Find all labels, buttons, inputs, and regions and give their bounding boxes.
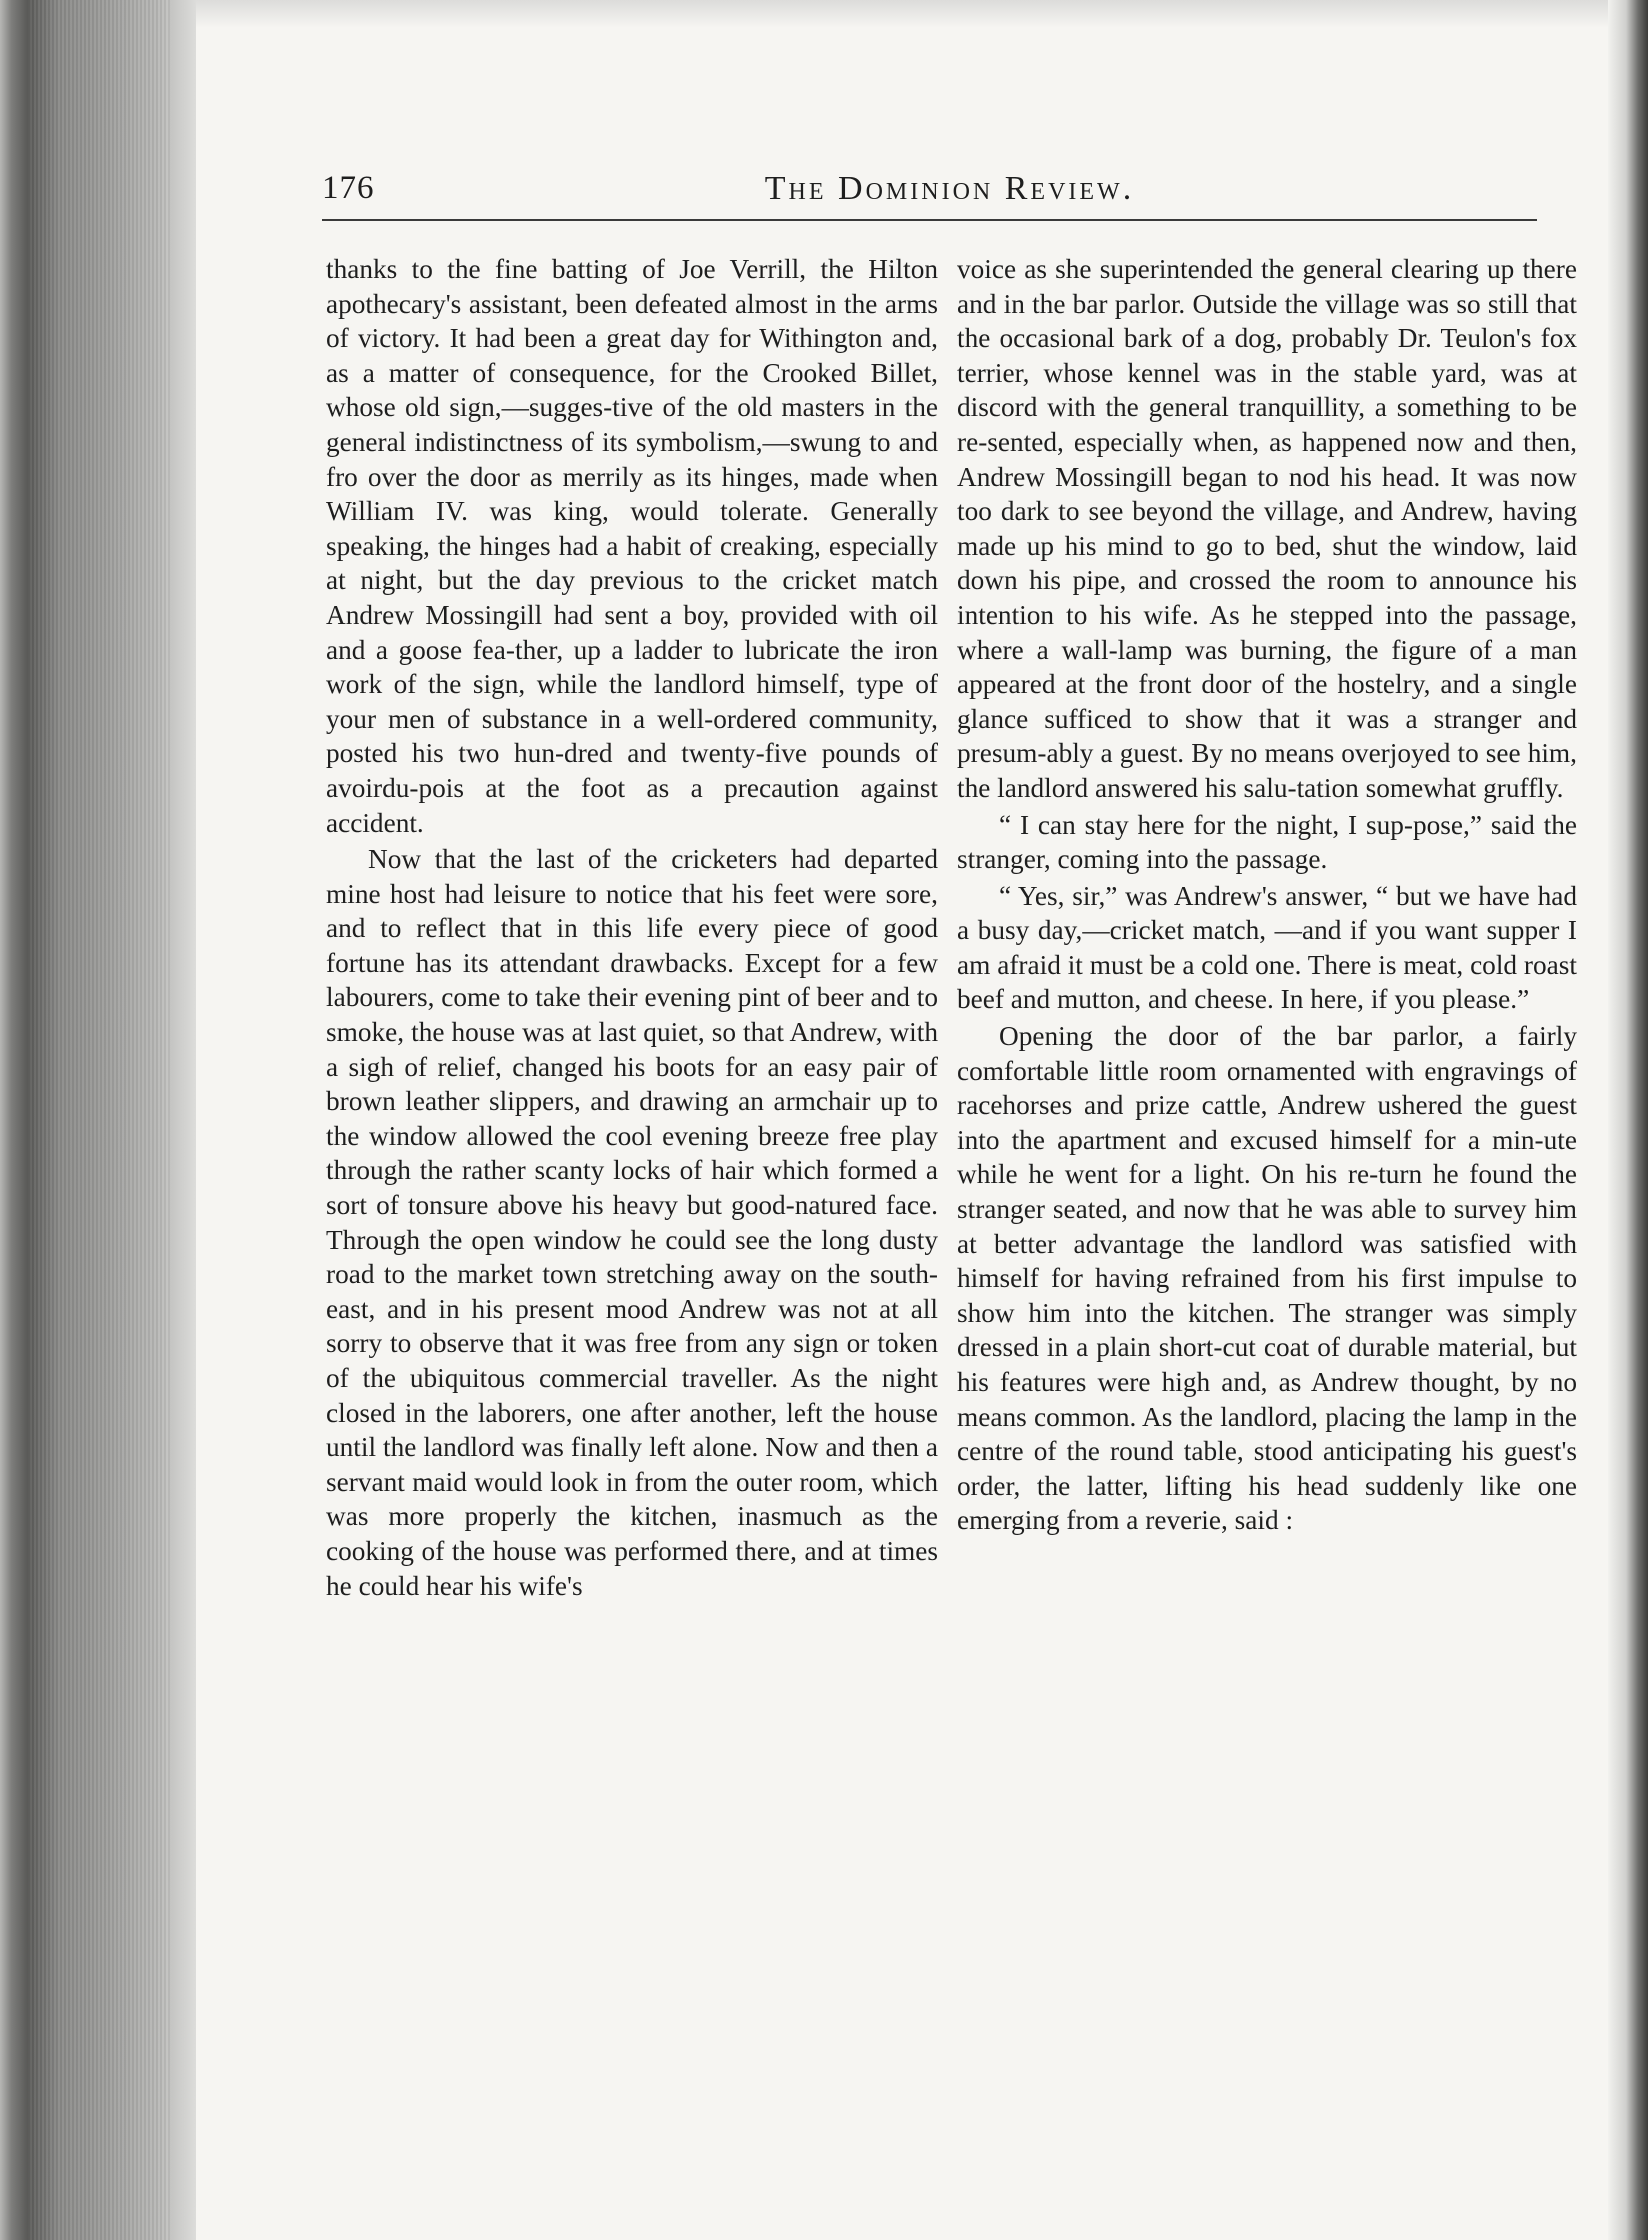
paragraph: Opening the door of the bar parlor, a fairly comfortable little room ornamented with engravings of racehorses and prize cattle, Andrew ushered the guest into the apartment and excused himself for a min-ute while he went for a light. On his re-turn he found the stranger seated, and now that he was able to survey him at better advantage the landlord was satisfied with himself for having refrained from his first impulse to show him into the kitchen. The stranger was simply dressed in a plain short-cut coat of durable material, but his features were high and, as Andrew thought, by no means common. As the landlord, placing the lamp in the centre of the round table, stood anticipating his guest's order, the latter, lifting his head suddenly like one emerging from a reverie, said : — [957, 1021, 1577, 1536]
right-column — [957, 252, 1577, 1538]
paragraph: Now that the last of the cricketers had departed mine host had leisure to notice that his feet were sore, and to reflect that in this life every piece of good fortune has its attendant drawbacks. Except for a few labourers, come to take their evening pint of beer and to smoke, the house was at last quiet, so that Andrew, with a sigh of relief, changed his boots for an easy pair of brown leather slippers, and drawing an armchair up to the window allowed the cool evening breeze free play through the rather scanty locks of hair which formed a sort of tonsure above his heavy but good-natured face. Through the open window he could see the long dusty road to the market town stretching away on the south-east, and in his present mood Andrew was not at all sorry to observe that it was free from any sign or token of the ubiquitous commercial traveller. As the night closed in the laborers, one after another, left the house until the landlord was finally left alone. Now and then a servant maid would look in from the outer room, which was more properly the kitchen, inasmuch as the cooking of the house was performed there, and at times he could hear his wife's — [326, 844, 938, 1601]
paragraph: “ I can stay here for the night, I sup-pose,” said the stranger, coming into the passage. — [957, 809, 1577, 875]
running-title: The Dominion Review. — [764, 170, 1135, 207]
page-top-shadow — [196, 0, 1608, 28]
header-rule — [322, 219, 1537, 221]
left-column — [326, 252, 938, 1603]
page-gutter-shadow — [1608, 0, 1648, 2240]
paragraph: voice as she superintended the general clearing up there and in the bar parlor. Outside the village was so still that the occasional bark of a dog, probably Dr. Teulon's fox terrier, whose kennel was in the stable yard, was at discord with the general tranquillity, a something to be re-sented, especially when, as happened now and then, Andrew Mossingill began to nod his head. It was now too dark to see beyond the village, and Andrew, having made up his mind to go to bed, shut the window, laid down his pipe, and crossed the room to announce his intention to his wife. As he stepped into the passage, where a wall-lamp was burning, the figure of a man appeared at the front door of the hostelry, and a single glance sufficed to show that it was a stranger and presum-ably a guest. By no means overjoyed to see him, the landlord answered his salu-tation somewhat gruffly. — [957, 254, 1577, 803]
paragraph: “ Yes, sir,” was Andrew's answer, “ but we have had a busy day,—cricket match, —and if you want supper I am afraid it must be a cold one. There is meat, cold roast beef and mutton, and cheese. In here, if you please.” — [957, 880, 1577, 1015]
paragraph: thanks to the fine batting of Joe Verrill, the Hilton apothecary's assistant, been defeated almost in the arms of victory. It had been a great day for Withington and, as a matter of consequence, for the Crooked Billet, whose old sign,—sugges-tive of the old masters in the general indistinctness of its symbolism,—swung to and fro over the door as merrily as its hinges, made when William IV. was king, would tolerate. Generally speaking, the hinges had a habit of creaking, especially at night, but the day previous to the cricket match Andrew Mossingill had sent a boy, provided with oil and a goose fea-ther, up a ladder to lubricate the iron work of the sign, while the landlord himself, type of your men of substance in a well-ordered community, posted his two hun-dred and twenty-five pounds of avoirdu-pois at the foot as a precaution against accident. — [326, 254, 938, 838]
book-page-edge — [0, 0, 196, 2240]
page-header — [322, 168, 1537, 218]
page-number: 176 — [322, 170, 375, 206]
